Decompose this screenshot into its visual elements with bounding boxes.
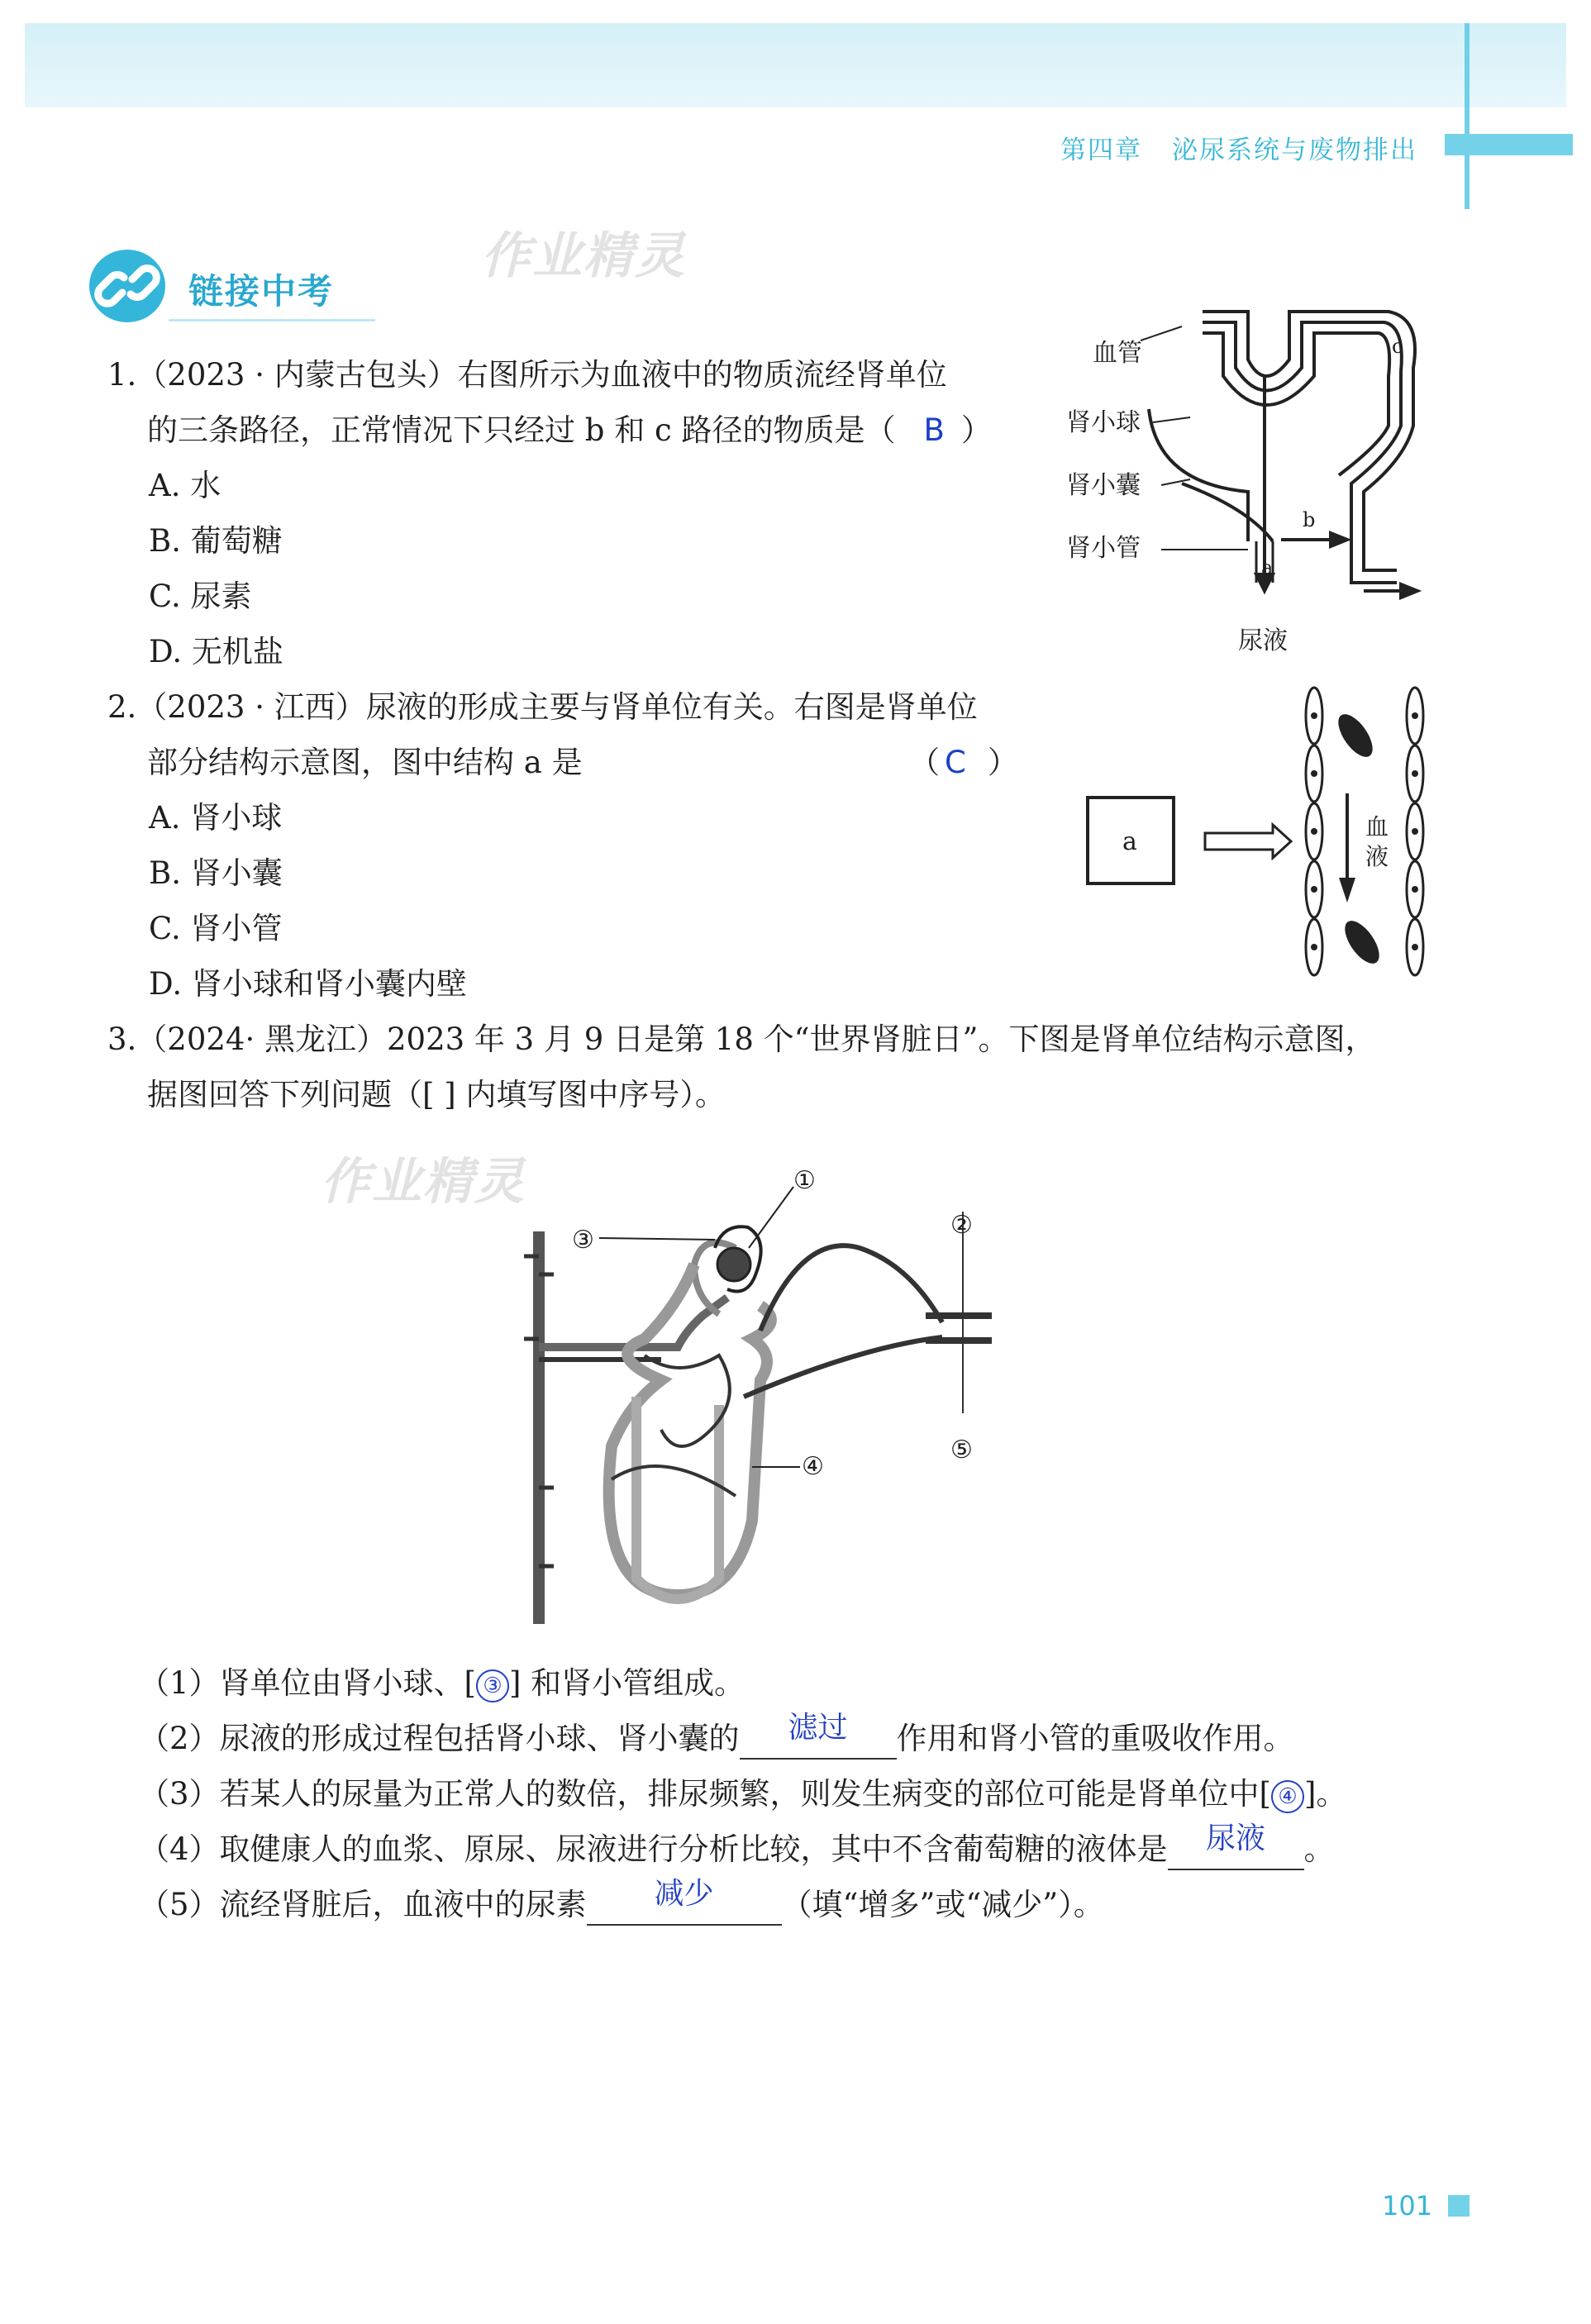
q2-blood-char-1: 血 — [1365, 813, 1389, 841]
q3-label-4: ④ — [802, 1452, 824, 1481]
q3-sub1-text-end: ] 和肾小管组成。 — [508, 1665, 745, 1701]
q2-option-a: A. 肾小球 — [149, 800, 283, 836]
q1-option-b: B. 葡萄糖 — [149, 523, 283, 559]
q3-sub4-blank — [1168, 1822, 1304, 1870]
q3-stem-line1: 3.（2024· 黑龙江）2023 年 3 月 9 日是第 18 个“世界肾脏日”。下图是肾单位结构示意图， — [107, 1022, 1376, 1057]
q3-label-1: ① — [793, 1166, 816, 1195]
q1-label-tubule: 肾小管 — [1066, 534, 1141, 563]
q2-capillary-figure — [1074, 686, 1430, 1000]
q3-sub2-answer: 滤过 — [788, 1711, 848, 1745]
q3-sub4-answer: 尿液 — [1206, 1822, 1266, 1855]
q3-sub5-answer: 减少 — [654, 1877, 714, 1911]
section-title: 链接中考 — [188, 271, 335, 312]
q3-sub3-answer: ④ — [1271, 1780, 1304, 1813]
q2-answer: C — [945, 745, 966, 780]
chapter-number: 第四章 — [1060, 136, 1142, 165]
header-vertical-rule — [1465, 23, 1470, 209]
q3-sub2-blank — [740, 1711, 897, 1760]
q1-label-capsule: 肾小囊 — [1066, 471, 1141, 500]
q1-option-d: D. 无机盐 — [149, 634, 283, 669]
q1-stem-text: 的三条路径，正常情况下只经过 b 和 c 路径的物质是（ — [147, 412, 896, 448]
q3-sub4-text-end: 。 — [1303, 1831, 1335, 1867]
q3-sub2-text: （2）尿液的形成过程包括肾小球、肾小囊的 — [139, 1721, 740, 1756]
q1-option-a: A. 水 — [149, 468, 222, 503]
q3-sub3-text-end: ]。 — [1303, 1776, 1347, 1812]
q3-label-3: ③ — [572, 1226, 594, 1255]
q1-stem-line1: 1.（2023 · 内蒙古包头）右图所示为血液中的物质流经肾单位 — [107, 357, 947, 393]
q3-sub3 — [139, 1766, 1346, 1822]
q2-blood-char-2: 液 — [1365, 843, 1389, 870]
q3-sub4-text: （4）取健康人的血浆、原尿、尿液进行分析比较，其中不含葡萄糖的液体是 — [139, 1831, 1168, 1867]
q2-label-a: a — [1122, 827, 1137, 856]
q3-sub1-text: （1）肾单位由肾小球、[ — [139, 1665, 476, 1701]
header-band — [25, 23, 1566, 107]
q3-sub3-text: （3）若某人的尿量为正常人的数倍，排尿频繁，则发生病变的部位可能是肾单位中[ — [139, 1776, 1271, 1812]
q3-sub5-text: （5）流经肾脏后，血液中的尿素 — [139, 1887, 587, 1922]
q1-path-a: a — [1261, 556, 1274, 579]
q1-label-vessel: 血管 — [1093, 339, 1142, 368]
page-number: 101 — [1382, 2190, 1433, 2222]
q3-sub1-answer: ③ — [476, 1669, 509, 1703]
q3-sub2 — [139, 1711, 1294, 1766]
q3-stem-line2: 据图回答下列问题（[ ] 内填写图中序号）。 — [147, 1077, 726, 1112]
q2-answer-paren — [909, 735, 1018, 790]
q1-option-c: C. 尿素 — [149, 579, 252, 614]
q1-label-glomerulus: 肾小球 — [1066, 408, 1141, 437]
chapter-bar — [1445, 134, 1573, 155]
q1-path-c: c — [1392, 335, 1403, 358]
watermark-2: 作业精灵 — [321, 1153, 526, 1211]
q3-sub5-blank — [587, 1877, 782, 1926]
q2-option-d: D. 肾小球和肾小囊内壁 — [149, 966, 467, 1002]
q1-nephron-paths-figure — [1058, 302, 1422, 665]
q1-stem-line2 — [147, 402, 992, 458]
q2-stem-line2: 部分结构示意图，图中结构 a 是 — [147, 745, 583, 780]
q3-sub1 — [139, 1655, 745, 1711]
q3-sub2-text-end: 作用和肾小管的重吸收作用。 — [896, 1721, 1294, 1756]
q1-close-paren: ） — [960, 412, 992, 448]
watermark: 作业精灵 — [481, 227, 686, 285]
q3-label-5: ⑤ — [950, 1436, 973, 1464]
q2-option-c: C. 肾小管 — [149, 911, 283, 946]
chapter-heading — [1060, 129, 1417, 166]
q1-path-b: b — [1303, 508, 1316, 531]
q3-nephron-figure — [512, 1132, 1025, 1628]
q3-sub5-text-end: （填“增多”或“减少”）。 — [781, 1887, 1104, 1922]
q1-answer: B — [923, 412, 945, 448]
link-icon — [89, 250, 165, 322]
q2-close-paren: ） — [987, 745, 1018, 780]
q3-sub4 — [139, 1822, 1335, 1877]
page-number-square — [1448, 2195, 1470, 2217]
chapter-title: 泌尿系统与废物排出 — [1172, 136, 1417, 165]
q1-label-urine: 尿液 — [1238, 626, 1288, 655]
q3-sub5 — [139, 1877, 1104, 1932]
q2-open-paren: （ — [909, 745, 940, 780]
badge-underline — [169, 319, 375, 321]
section-badge — [89, 248, 379, 324]
q2-stem-line1: 2.（2023 · 江西）尿液的形成主要与肾单位有关。右图是肾单位 — [107, 689, 978, 725]
q3-label-2: ② — [950, 1211, 973, 1240]
q2-option-b: B. 肾小囊 — [149, 855, 283, 891]
